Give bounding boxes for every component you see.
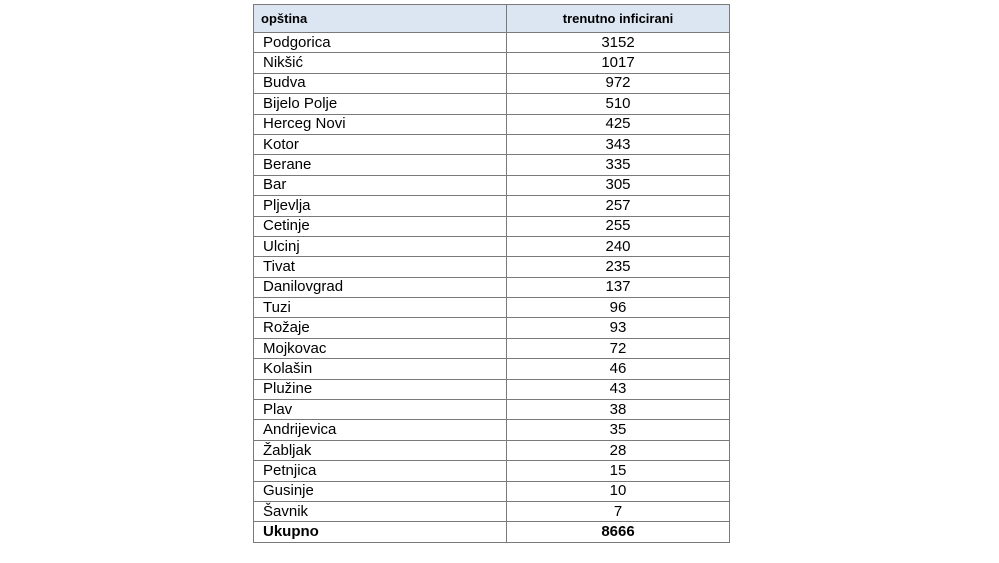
- table-row: [254, 440, 730, 460]
- municipality-cell: Rožaje: [254, 318, 507, 338]
- infected-count-cell: 235: [507, 257, 730, 277]
- municipality-cell: Kotor: [254, 134, 507, 154]
- municipality-cell: Pljevlja: [254, 196, 507, 216]
- table-row: [254, 400, 730, 420]
- total-label: Ukupno: [254, 522, 507, 542]
- municipality-cell: Kolašin: [254, 359, 507, 379]
- municipality-cell: Ulcinj: [254, 236, 507, 256]
- infected-count-cell: 38: [507, 400, 730, 420]
- municipality-cell: Plužine: [254, 379, 507, 399]
- table-row: [254, 155, 730, 175]
- infections-table: [253, 4, 730, 543]
- table-row: [254, 298, 730, 318]
- municipality-cell: Tivat: [254, 257, 507, 277]
- infected-count-cell: 15: [507, 461, 730, 481]
- header-infected: trenutno inficirani: [507, 5, 730, 33]
- infected-count-cell: 28: [507, 440, 730, 460]
- municipality-cell: Tuzi: [254, 298, 507, 318]
- municipality-cell: Mojkovac: [254, 338, 507, 358]
- infected-count-cell: 343: [507, 134, 730, 154]
- infected-count-cell: 72: [507, 338, 730, 358]
- table-body: [254, 33, 730, 543]
- municipality-cell: Šavnik: [254, 501, 507, 521]
- infected-count-cell: 255: [507, 216, 730, 236]
- infected-count-cell: 46: [507, 359, 730, 379]
- table-row: [254, 134, 730, 154]
- municipality-cell: Gusinje: [254, 481, 507, 501]
- table-row: [254, 257, 730, 277]
- table-row: [254, 481, 730, 501]
- total-value: 8666: [507, 522, 730, 542]
- municipality-cell: Bijelo Polje: [254, 94, 507, 114]
- table-row: [254, 277, 730, 297]
- municipality-cell: Herceg Novi: [254, 114, 507, 134]
- municipality-cell: Podgorica: [254, 33, 507, 53]
- table-row: [254, 338, 730, 358]
- table-row: [254, 318, 730, 338]
- table-row: [254, 420, 730, 440]
- infected-count-cell: 510: [507, 94, 730, 114]
- header-municipality: opština: [254, 5, 507, 33]
- infected-count-cell: 335: [507, 155, 730, 175]
- infected-count-cell: 96: [507, 298, 730, 318]
- table-row: [254, 196, 730, 216]
- table-row: [254, 175, 730, 195]
- table-row: [254, 379, 730, 399]
- infected-count-cell: 240: [507, 236, 730, 256]
- municipality-cell: Petnjica: [254, 461, 507, 481]
- table-row: [254, 501, 730, 521]
- table-row: [254, 461, 730, 481]
- infected-count-cell: 305: [507, 175, 730, 195]
- table-header-row: [254, 5, 730, 33]
- municipality-cell: Cetinje: [254, 216, 507, 236]
- infected-count-cell: 93: [507, 318, 730, 338]
- infected-count-cell: 3152: [507, 33, 730, 53]
- infected-count-cell: 1017: [507, 53, 730, 73]
- infected-count-cell: 43: [507, 379, 730, 399]
- municipality-cell: Budva: [254, 73, 507, 93]
- table-row: [254, 114, 730, 134]
- table-row: [254, 236, 730, 256]
- table-row: [254, 53, 730, 73]
- municipality-cell: Berane: [254, 155, 507, 175]
- table-row: [254, 33, 730, 53]
- municipality-cell: Nikšić: [254, 53, 507, 73]
- table-row: [254, 359, 730, 379]
- table-row: [254, 94, 730, 114]
- municipality-cell: Plav: [254, 400, 507, 420]
- municipality-cell: Žabljak: [254, 440, 507, 460]
- table-row: [254, 216, 730, 236]
- infected-count-cell: 972: [507, 73, 730, 93]
- table-row: [254, 73, 730, 93]
- municipality-cell: Bar: [254, 175, 507, 195]
- infected-count-cell: 257: [507, 196, 730, 216]
- infected-count-cell: 7: [507, 501, 730, 521]
- infected-count-cell: 137: [507, 277, 730, 297]
- infected-count-cell: 425: [507, 114, 730, 134]
- infected-count-cell: 10: [507, 481, 730, 501]
- infected-count-cell: 35: [507, 420, 730, 440]
- municipality-cell: Andrijevica: [254, 420, 507, 440]
- municipality-cell: Danilovgrad: [254, 277, 507, 297]
- total-row: [254, 522, 730, 542]
- infections-table-document: [253, 4, 730, 543]
